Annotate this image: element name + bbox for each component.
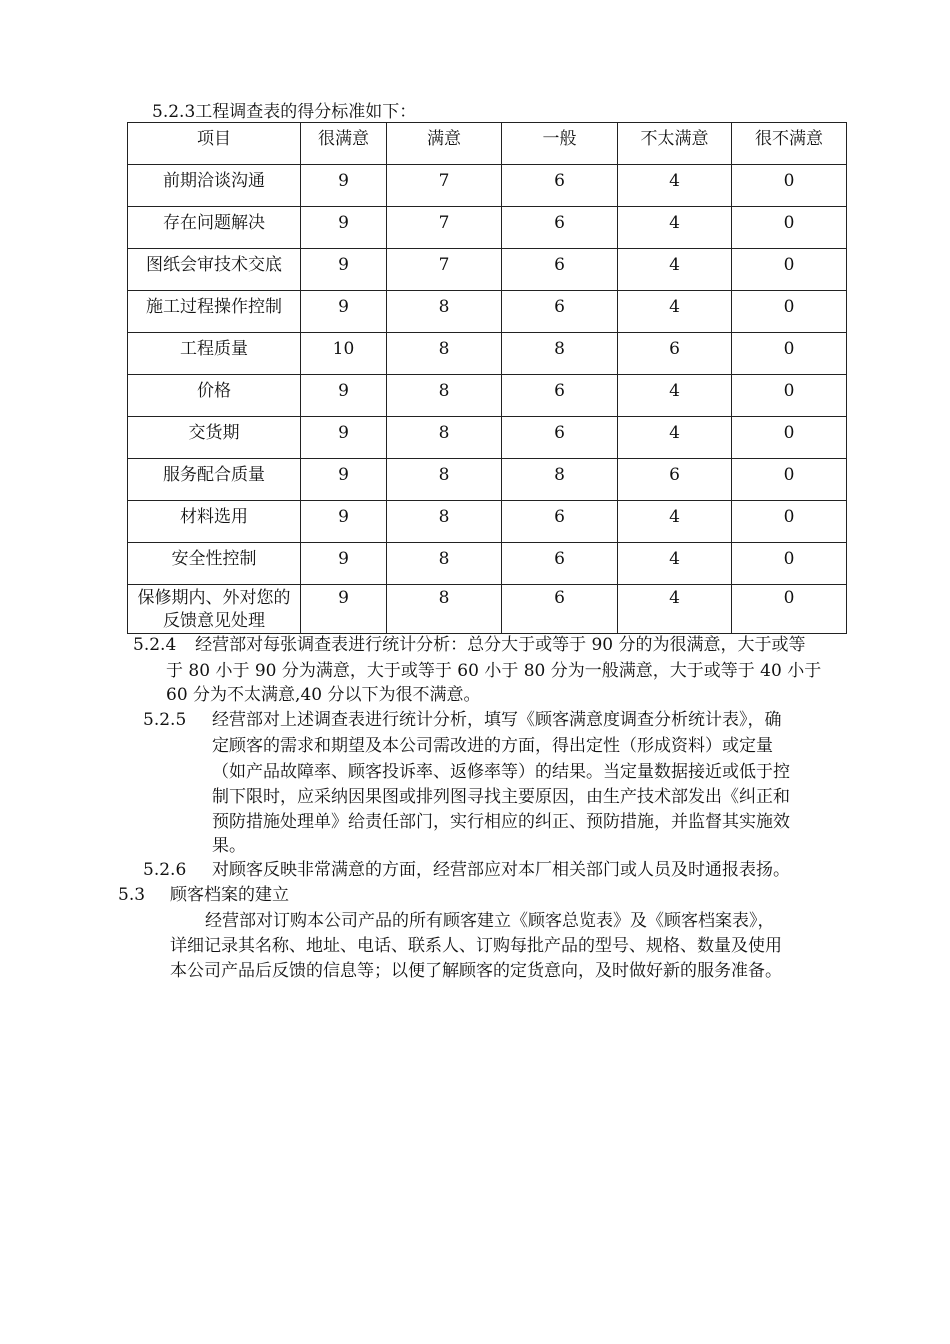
table-score-cell: 9 bbox=[301, 291, 387, 333]
table-score-cell: 8 bbox=[387, 501, 502, 543]
section-525-number: 5.2.5 bbox=[143, 710, 187, 730]
section-526-number: 5.2.6 bbox=[143, 860, 187, 880]
table-score-cell: 4 bbox=[618, 585, 732, 634]
table-score-cell: 0 bbox=[732, 543, 847, 585]
table-score-cell: 0 bbox=[732, 249, 847, 291]
section-53-line: 本公司产品后反馈的信息等；以便了解顾客的定货意向，及时做好新的服务准备。 bbox=[170, 961, 782, 981]
section-525-line: 果。 bbox=[212, 836, 246, 856]
table-score-cell: 4 bbox=[618, 543, 732, 585]
table-score-cell: 8 bbox=[387, 417, 502, 459]
table-score-cell: 0 bbox=[732, 207, 847, 249]
table-score-cell: 6 bbox=[502, 291, 618, 333]
table-score-cell: 6 bbox=[502, 501, 618, 543]
table-score-cell: 9 bbox=[301, 165, 387, 207]
table-item-cell: 施工过程操作控制 bbox=[128, 291, 301, 333]
table-row bbox=[128, 543, 847, 585]
table-row bbox=[128, 249, 847, 291]
table-header-cell: 项目 bbox=[128, 123, 301, 165]
table-score-cell: 8 bbox=[387, 333, 502, 375]
table-score-cell: 6 bbox=[502, 585, 618, 634]
table-score-cell: 7 bbox=[387, 207, 502, 249]
table-score-cell: 10 bbox=[301, 333, 387, 375]
table-header-cell: 一般 bbox=[502, 123, 618, 165]
table-score-cell: 4 bbox=[618, 249, 732, 291]
table-item-cell: 安全性控制 bbox=[128, 543, 301, 585]
table-score-cell: 7 bbox=[387, 165, 502, 207]
table-score-cell: 9 bbox=[301, 543, 387, 585]
table-header-cell: 很满意 bbox=[301, 123, 387, 165]
table-score-cell: 0 bbox=[732, 459, 847, 501]
table-score-cell: 9 bbox=[301, 585, 387, 634]
table-score-cell: 9 bbox=[301, 417, 387, 459]
section-525-line: 经营部对上述调查表进行统计分析，填写《顾客满意度调查分析统计表》，确 bbox=[212, 710, 782, 730]
section-53-line: 经营部对订购本公司产品的所有顾客建立《顾客总览表》及《顾客档案表》， bbox=[205, 911, 775, 931]
table-score-cell: 6 bbox=[502, 417, 618, 459]
table-score-cell: 8 bbox=[502, 333, 618, 375]
table-score-cell: 7 bbox=[387, 249, 502, 291]
table-item-cell: 存在问题解决 bbox=[128, 207, 301, 249]
table-score-cell: 0 bbox=[732, 333, 847, 375]
table-score-cell: 9 bbox=[301, 249, 387, 291]
table-row bbox=[128, 207, 847, 249]
score-table bbox=[127, 122, 847, 634]
table-row bbox=[128, 333, 847, 375]
section-524-line: 经营部对每张调查表进行统计分析：总分大于或等于 90 分的为很满意，大于或等 bbox=[195, 635, 806, 655]
table-score-cell: 0 bbox=[732, 291, 847, 333]
table-row bbox=[128, 459, 847, 501]
table-score-cell: 8 bbox=[387, 375, 502, 417]
section-525-line: （如产品故障率、顾客投诉率、返修率等）的结果。当定量数据接近或低于控 bbox=[212, 762, 790, 782]
section-53-number: 5.3 bbox=[118, 885, 146, 905]
table-score-cell: 8 bbox=[387, 543, 502, 585]
table-score-cell: 9 bbox=[301, 207, 387, 249]
section-524 bbox=[133, 634, 806, 656]
table-score-cell: 6 bbox=[502, 249, 618, 291]
table-item-cell: 材料选用 bbox=[128, 501, 301, 543]
section-524-number: 5.2.4 bbox=[133, 635, 177, 655]
table-score-cell: 6 bbox=[502, 165, 618, 207]
table-score-cell: 0 bbox=[732, 165, 847, 207]
table-score-cell: 4 bbox=[618, 501, 732, 543]
table-item-cell: 价格 bbox=[128, 375, 301, 417]
table-score-cell: 4 bbox=[618, 375, 732, 417]
table-header-cell: 满意 bbox=[387, 123, 502, 165]
table-header-row bbox=[128, 123, 847, 165]
table-item-cell: 工程质量 bbox=[128, 333, 301, 375]
table-score-cell: 8 bbox=[387, 585, 502, 634]
table-score-cell: 0 bbox=[732, 585, 847, 634]
table-score-cell: 0 bbox=[732, 375, 847, 417]
table-item-cell: 前期洽谈沟通 bbox=[128, 165, 301, 207]
table-score-cell: 6 bbox=[502, 375, 618, 417]
table-item-cell: 图纸会审技术交底 bbox=[128, 249, 301, 291]
section-53-line: 详细记录其名称、地址、电话、联系人、订购每批产品的型号、规格、数量及使用 bbox=[170, 936, 782, 956]
table-item-cell: 交货期 bbox=[128, 417, 301, 459]
table-score-cell: 9 bbox=[301, 501, 387, 543]
table-row bbox=[128, 375, 847, 417]
table-score-cell: 6 bbox=[618, 459, 732, 501]
table-score-cell: 8 bbox=[387, 291, 502, 333]
table-row bbox=[128, 165, 847, 207]
table-header-cell: 不太满意 bbox=[618, 123, 732, 165]
section-524-line: 于 80 小于 90 分为满意，大于或等于 60 小于 80 分为一般满意，大于或等于 40 小于 bbox=[166, 661, 822, 681]
table-item-cell: 保修期内、外对您的反馈意见处理 bbox=[128, 585, 301, 634]
table-score-cell: 9 bbox=[301, 375, 387, 417]
section-523-title: 5.2.3工程调查表的得分标准如下： bbox=[152, 102, 417, 122]
section-526-text: 对顾客反映非常满意的方面，经营部应对本厂相关部门或人员及时通报表扬。 bbox=[212, 860, 790, 880]
section-53-title: 顾客档案的建立 bbox=[170, 885, 289, 905]
table-score-cell: 0 bbox=[732, 417, 847, 459]
table-score-cell: 4 bbox=[618, 165, 732, 207]
section-524-line: 60 分为不太满意,40 分以下为很不满意。 bbox=[166, 685, 481, 705]
table-row bbox=[128, 417, 847, 459]
table-header-cell: 很不满意 bbox=[732, 123, 847, 165]
table-row bbox=[128, 501, 847, 543]
table-score-cell: 9 bbox=[301, 459, 387, 501]
section-525-line: 定顾客的需求和期望及本公司需改进的方面，得出定性（形成资料）或定量 bbox=[212, 736, 773, 756]
section-525-line: 预防措施处理单》给责任部门，实行相应的纠正、预防措施，并监督其实施效 bbox=[212, 812, 790, 832]
table-score-cell: 0 bbox=[732, 501, 847, 543]
table-item-cell: 服务配合质量 bbox=[128, 459, 301, 501]
section-525-line: 制下限时，应采纳因果图或排列图寻找主要原因，由生产技术部发出《纠正和 bbox=[212, 787, 790, 807]
table-score-cell: 8 bbox=[387, 459, 502, 501]
table-score-cell: 6 bbox=[502, 543, 618, 585]
table-row bbox=[128, 291, 847, 333]
table-score-cell: 6 bbox=[618, 333, 732, 375]
table-score-cell: 6 bbox=[502, 207, 618, 249]
table-row bbox=[128, 585, 847, 634]
table-score-cell: 4 bbox=[618, 417, 732, 459]
table-score-cell: 4 bbox=[618, 207, 732, 249]
table-score-cell: 8 bbox=[502, 459, 618, 501]
table-score-cell: 4 bbox=[618, 291, 732, 333]
